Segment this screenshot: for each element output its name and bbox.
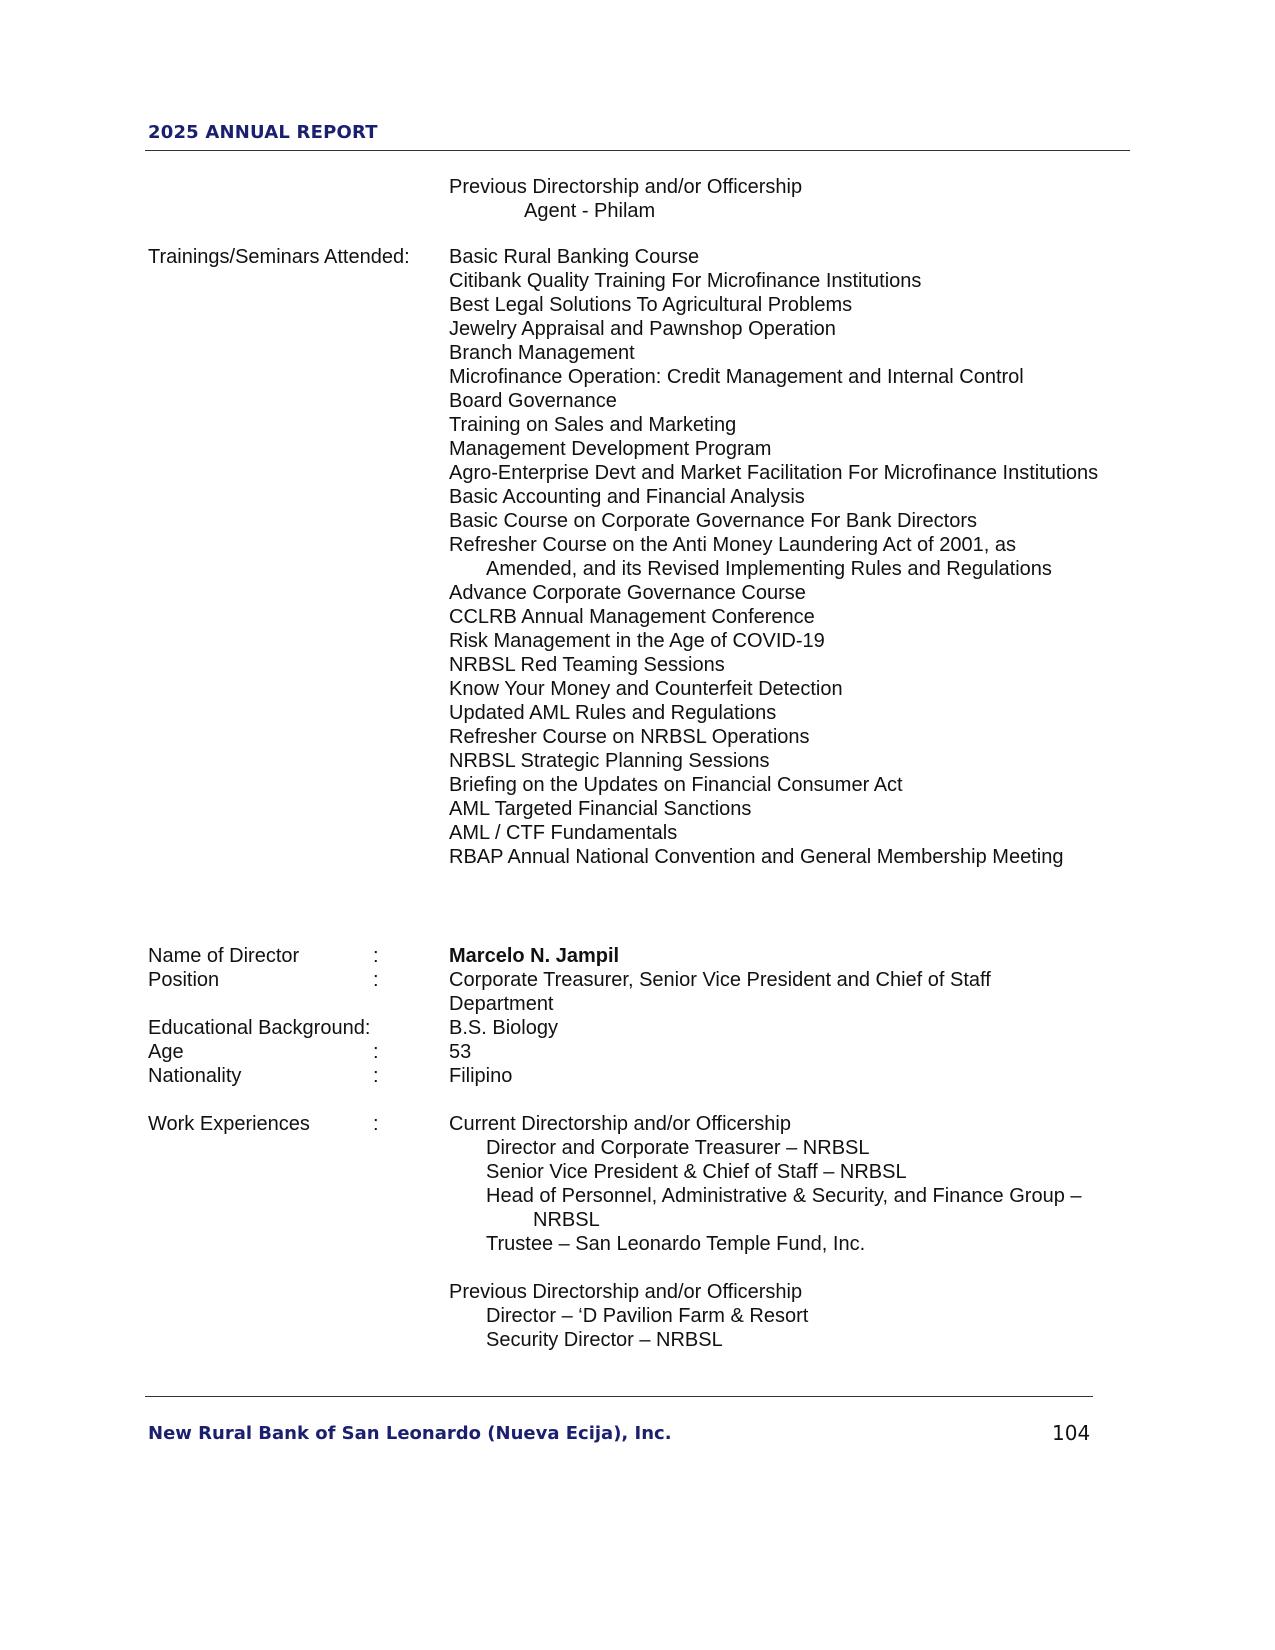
current-directorship-item: Head of Personnel, Administrative & Security, and Finance Group – [486,1185,1082,1207]
director-name-label: Name of Director [148,945,300,967]
previous-directorship-item: Agent - Philam [524,200,656,222]
training-item: Branch Management [449,342,635,364]
header-divider [145,150,1130,151]
footer-bank-name: New Rural Bank of San Leonardo (Nueva Ecija), Inc. [148,1423,672,1444]
nationality-label: Nationality [148,1065,242,1087]
education-label: Educational Background: [148,1017,371,1039]
training-item: Briefing on the Updates on Financial Consumer Act [449,774,903,796]
nationality-value: Filipino [449,1065,513,1087]
training-item: AML / CTF Fundamentals [449,822,678,844]
colon-separator: : [373,945,379,967]
previous-directorship-item: Director – ‘D Pavilion Farm & Resort [486,1305,809,1327]
previous-directorship-heading: Previous Directorship and/or Officership [449,1281,803,1303]
training-item-continuation [449,557,1098,581]
work-experiences-label: Work Experiences [148,1113,310,1135]
training-item: Updated AML Rules and Regulations [449,702,777,724]
director-name: Marcelo N. Jampil [449,945,620,967]
training-item: Training on Sales and Marketing [449,414,737,436]
trainings-list [449,245,1098,869]
training-item: Board Governance [449,390,617,412]
colon-separator: : [373,1041,379,1063]
colon-separator: : [373,969,379,991]
current-directorship-item: Director and Corporate Treasurer – NRBSL [486,1137,870,1159]
training-item: CCLRB Annual Management Conference [449,606,815,628]
training-item-continuation-text: Amended, and its Revised Implementing Rules and Regulations [486,558,1052,580]
education-value: B.S. Biology [449,1017,558,1039]
training-item: Microfinance Operation: Credit Management and Internal Control [449,366,1024,388]
training-item: Basic Accounting and Financial Analysis [449,486,805,508]
training-item: NRBSL Strategic Planning Sessions [449,750,770,772]
colon-separator: : [373,1065,379,1087]
page-number: 104 [1052,1421,1091,1445]
current-directorship-heading: Current Directorship and/or Officership [449,1113,791,1135]
training-item: Know Your Money and Counterfeit Detection [449,678,843,700]
current-directorship-item: Senior Vice President & Chief of Staff – NRBSL [486,1161,907,1183]
training-item: Basic Rural Banking Course [449,246,700,268]
training-item: Refresher Course on NRBSL Operations [449,726,810,748]
current-directorship-item: Trustee – San Leonardo Temple Fund, Inc. [486,1233,866,1255]
footer-divider [145,1396,1093,1397]
report-header-title: 2025 ANNUAL REPORT [148,122,378,143]
previous-directorship-heading: Previous Directorship and/or Officership [449,176,803,198]
training-item: AML Targeted Financial Sanctions [449,798,752,820]
position-value-line1: Corporate Treasurer, Senior Vice President and Chief of Staff [449,969,991,991]
training-item: Advance Corporate Governance Course [449,582,806,604]
current-directorship-item-continuation: NRBSL [533,1209,600,1231]
training-item: NRBSL Red Teaming Sessions [449,654,725,676]
training-item: Jewelry Appraisal and Pawnshop Operation [449,318,836,340]
training-item: Agro-Enterprise Devt and Market Facilitation For Microfinance Institutions [449,462,1099,484]
position-label: Position [148,969,220,991]
trainings-label: Trainings/Seminars Attended: [148,246,410,268]
training-item: Citibank Quality Training For Microfinance Institutions [449,270,922,292]
previous-directorship-item: Security Director – NRBSL [486,1329,723,1351]
position-value-line2: Department [449,993,554,1015]
age-label: Age [148,1041,184,1063]
training-item: Basic Course on Corporate Governance For Bank Directors [449,510,978,532]
training-item: Refresher Course on the Anti Money Laundering Act of 2001, as [449,534,1017,556]
training-item: RBAP Annual National Convention and General Membership Meeting [449,846,1064,868]
training-item: Best Legal Solutions To Agricultural Problems [449,294,853,316]
age-value: 53 [449,1041,472,1063]
training-item: Management Development Program [449,438,772,460]
training-item: Risk Management in the Age of COVID-19 [449,630,825,652]
colon-separator: : [373,1113,379,1135]
